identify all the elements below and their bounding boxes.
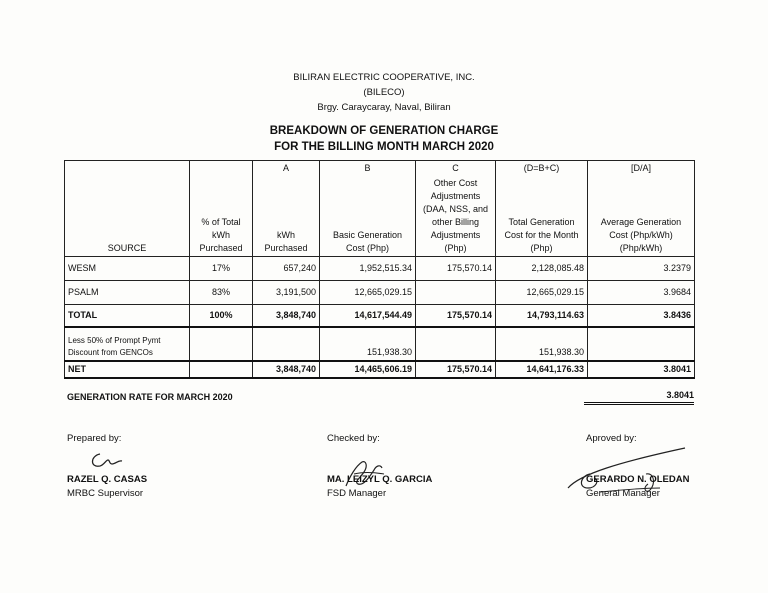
cell-basic: 151,938.30 [320,327,416,361]
cell-source: NET [65,361,190,378]
cell-source: WESM [65,257,190,281]
cell-basic: 14,465,606.19 [320,361,416,378]
approved-by-name: GERARDO N. OLEDAN [586,474,690,485]
generation-rate-value: 3.8041 [584,390,694,405]
org-abbreviation: (BILECO) [363,87,405,98]
cell-other: 175,570.14 [416,257,496,281]
prepared-by-name: RAZEL Q. CASAS [67,474,148,485]
cell-source: PSALM [65,281,190,305]
cell-kwh: 657,240 [253,257,320,281]
cell-basic: 1,952,515.34 [320,257,416,281]
checked-by-block [327,473,432,501]
cell-avg: 3.8041 [588,361,695,378]
letter-total: (D=B+C) [496,161,588,177]
cell-other: 175,570.14 [416,361,496,378]
generation-rate-label: GENERATION RATE FOR MARCH 2020 [67,392,233,402]
title-line-1: BREAKDOWN OF GENERATION CHARGE [269,125,499,137]
cell-pct [190,327,253,361]
letter-basic: B [320,161,416,177]
header-total: Total Generation Cost for the Month (Php) [496,176,588,257]
approved-by-position: General Manager [586,488,660,499]
header-kwh: kWh Purchased [253,176,320,257]
header-avg: Average Generation Cost (Php/kWh) (Php/kWh) [588,176,695,257]
table-row-discount [65,327,695,361]
header-pct: % of Total kWh Purchased [190,176,253,257]
org-name: BILIRAN ELECTRIC COOPERATIVE, INC. [293,72,475,83]
column-letter-row [65,161,695,177]
prepared-by-label: Prepared by: [67,433,122,444]
cell-kwh: 3,191,500 [253,281,320,305]
cell-total: 14,793,114.63 [496,305,588,327]
cell-total: 14,641,176.33 [496,361,588,378]
header-source: SOURCE [65,176,190,257]
approved-by-block [586,473,689,501]
cell-basic: 14,617,544.49 [320,305,416,327]
cell-total: 151,938.30 [496,327,588,361]
cell-avg [588,327,695,361]
table-row-total [65,305,695,327]
document-title [0,123,768,155]
cell-pct: 17% [190,257,253,281]
cell-kwh: 3,848,740 [253,305,320,327]
organization-header [0,70,768,115]
cell-pct [190,361,253,378]
column-header-row [65,176,695,257]
letter-avg: [D/A] [588,161,695,177]
cell-source: Less 50% of Prompt Pymt Discount from GENCOs [65,327,190,361]
table-row-wesm [65,257,695,281]
prepared-by-block [67,473,147,501]
approved-by-label: Aproved by: [586,433,637,444]
cell-pct: 83% [190,281,253,305]
cell-other [416,327,496,361]
cell-avg: 3.9684 [588,281,695,305]
cell-pct: 100% [190,305,253,327]
table-row-psalm [65,281,695,305]
letter-pct [190,161,253,177]
cell-avg: 3.2379 [588,257,695,281]
cell-kwh: 3,848,740 [253,361,320,378]
checked-by-label: Checked by: [327,433,380,444]
prepared-signature [88,448,128,472]
cell-total: 2,128,085.48 [496,257,588,281]
generation-charge-table [64,160,695,379]
cell-other: 175,570.14 [416,305,496,327]
letter-kwh: A [253,161,320,177]
letter-source [65,161,190,177]
header-other: Other Cost Adjustments (DAA, NSS, and other Billing Adjustments (Php) [416,176,496,257]
org-address: Brgy. Caraycaray, Naval, Biliran [317,102,451,113]
header-basic: Basic Generation Cost (Php) [320,176,416,257]
checked-by-name: MA. LEIZYL Q. GARCIA [327,474,433,485]
table-row-net [65,361,695,378]
prepared-by-position: MRBC Supervisor [67,488,144,499]
cell-basic: 12,665,029.15 [320,281,416,305]
title-line-2: FOR THE BILLING MONTH MARCH 2020 [274,141,494,153]
cell-other [416,281,496,305]
checked-by-position: FSD Manager [327,488,387,499]
letter-other: C [416,161,496,177]
cell-total: 12,665,029.15 [496,281,588,305]
cell-source: TOTAL [65,305,190,327]
cell-kwh [253,327,320,361]
cell-avg: 3.8436 [588,305,695,327]
